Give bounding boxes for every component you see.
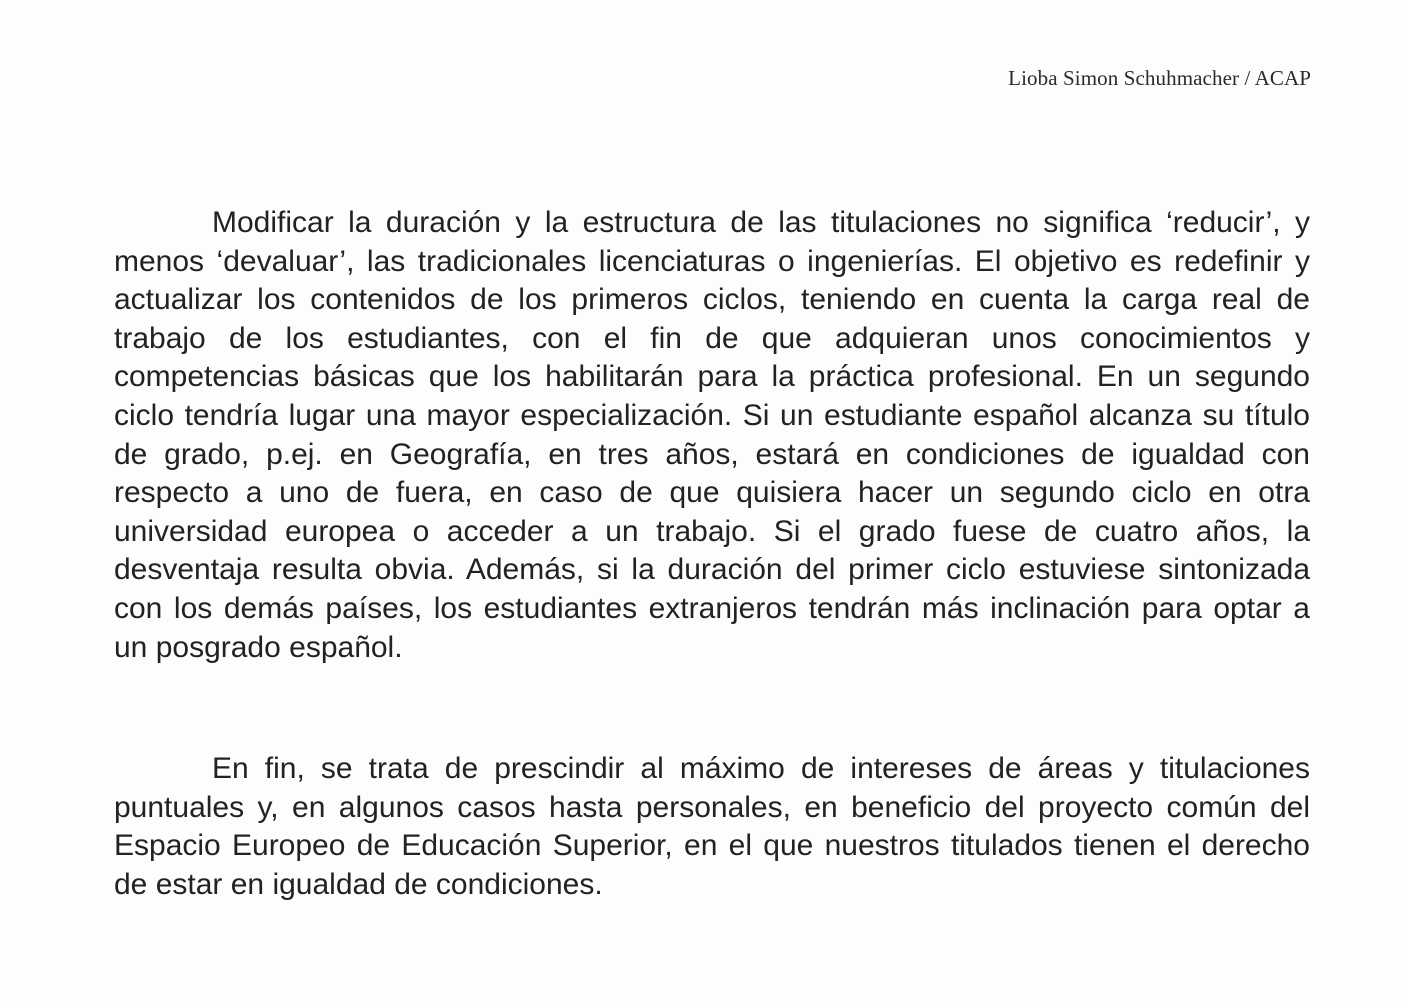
paragraph-2: En fin, se trata de prescindir al máximo de intereses de áreas y titulaciones puntuales y, en algunos casos hasta personales, en beneficio del proyecto común del Espacio Europeo de Educación Superior, en el que nuestros titulados tienen el derecho de estar en igualdad de condiciones. — [114, 752, 1310, 901]
paragraph-1: Modificar la duración y la estructura de las titulaciones no significa ‘reducir’, y menos ‘devaluar’, las tradicionales licenciaturas o ingenierías. El objetivo es redefinir y actualizar los contenidos de los primeros ciclos, teniendo en cuenta la carga real de trabajo de los estudiantes, con el fin de que adquieran unos conocimientos y competencias básicas que los habilitarán para la práctica profesional. En un segundo ciclo tendría lugar una mayor especialización. Si un estudiante español alcanza su título de grado, p.ej. en Geografía, en tres años, estará en condiciones de igualdad con respecto a uno de fuera, en caso de que quisiera hacer un segundo ciclo en otra universidad europea o acceder a un trabajo. Si el grado fuese de cuatro años, la desventaja resulta obvia. Además, si la duración del primer ciclo estuviese sintonizada con los demás países, los estudiantes extranjeros tendrán más inclinación para optar a un posgrado español. — [114, 206, 1310, 664]
running-header-author: Lioba Simon Schuhmacher / ACAP — [1008, 66, 1311, 90]
